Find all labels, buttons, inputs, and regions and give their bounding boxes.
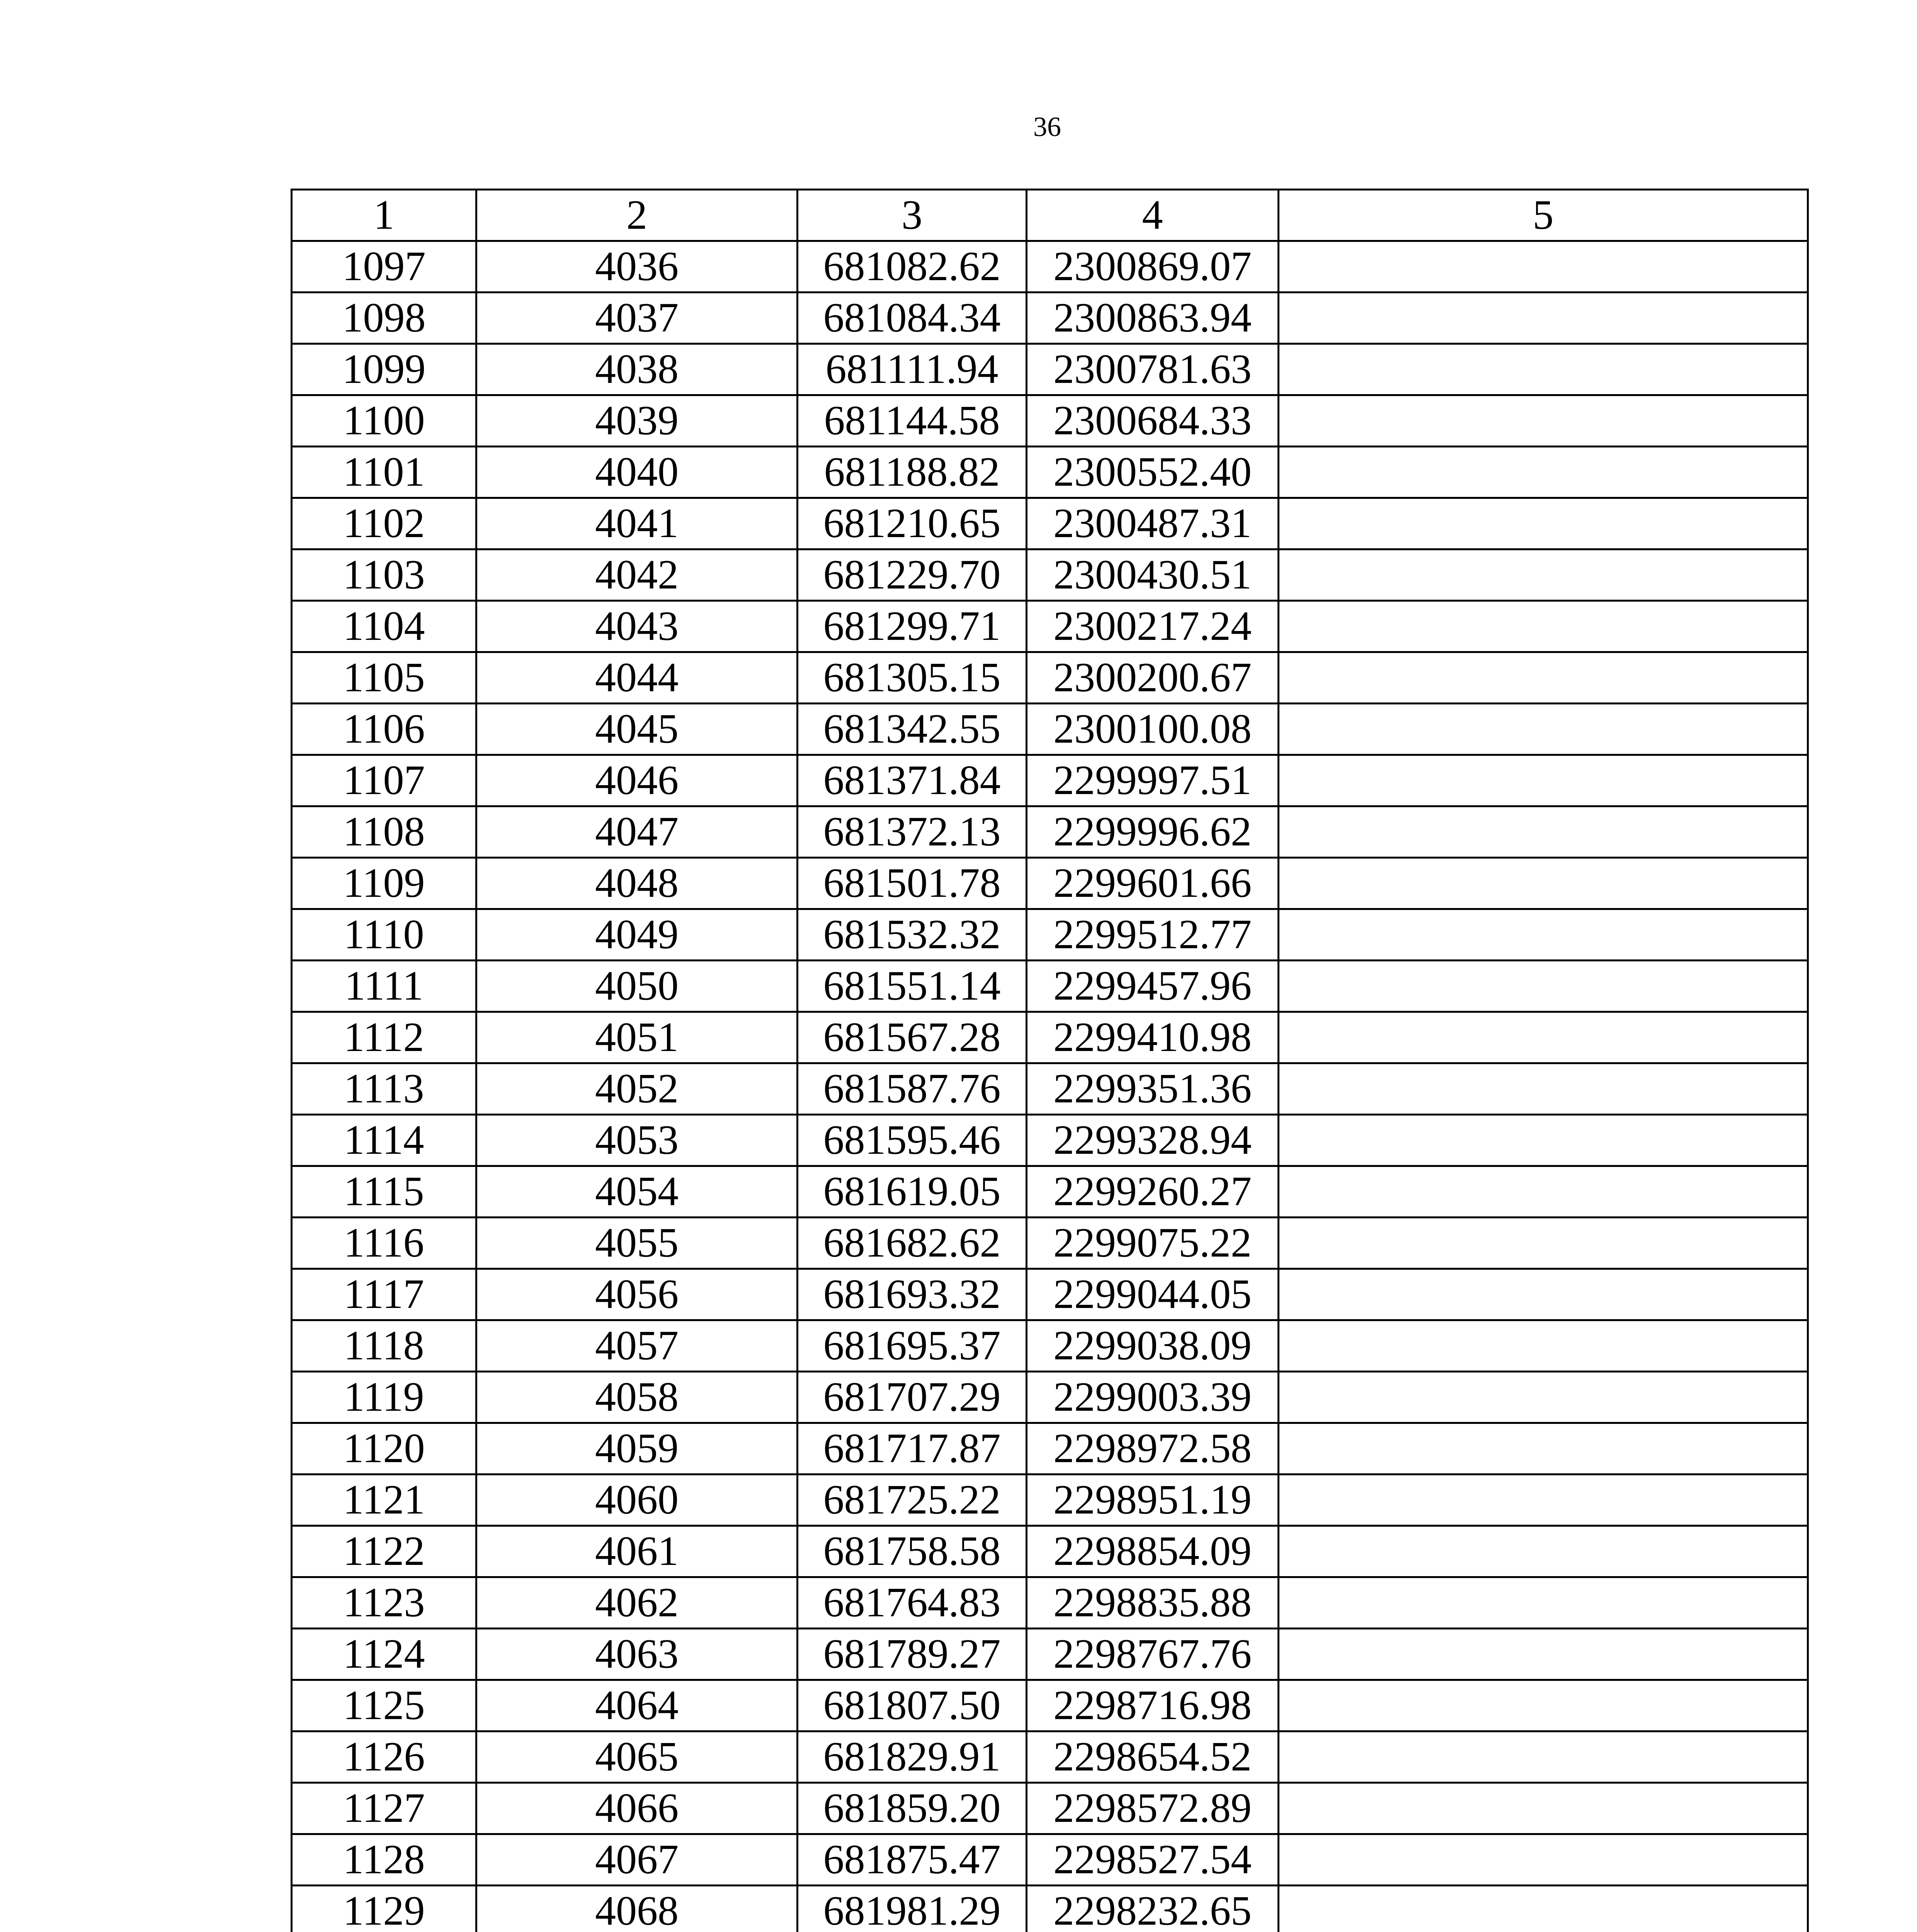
row-number-cell: 1108 bbox=[292, 806, 476, 858]
table-row bbox=[292, 1834, 1808, 1886]
row-number-cell: 1109 bbox=[292, 858, 476, 909]
x-coordinate-cell: 681725.22 bbox=[798, 1475, 1027, 1526]
note-cell bbox=[1279, 858, 1808, 909]
x-coordinate-cell: 681501.78 bbox=[798, 858, 1027, 909]
x-coordinate-cell: 681229.70 bbox=[798, 549, 1027, 601]
row-number-cell: 1113 bbox=[292, 1063, 476, 1115]
y-coordinate-cell: 2299328.94 bbox=[1027, 1115, 1279, 1166]
table-row bbox=[292, 1166, 1808, 1218]
x-coordinate-cell: 681875.47 bbox=[798, 1834, 1027, 1886]
point-number-cell: 4037 bbox=[476, 293, 798, 344]
x-coordinate-cell: 681595.46 bbox=[798, 1115, 1027, 1166]
point-number-cell: 4068 bbox=[476, 1886, 798, 1932]
y-coordinate-cell: 2298654.52 bbox=[1027, 1731, 1279, 1783]
y-coordinate-cell: 2300100.08 bbox=[1027, 704, 1279, 755]
note-cell bbox=[1279, 961, 1808, 1012]
y-coordinate-cell: 2299601.66 bbox=[1027, 858, 1279, 909]
table-row bbox=[292, 704, 1808, 755]
table-row bbox=[292, 447, 1808, 498]
note-cell bbox=[1279, 344, 1808, 395]
row-number-cell: 1114 bbox=[292, 1115, 476, 1166]
y-coordinate-cell: 2299512.77 bbox=[1027, 909, 1279, 961]
table-row bbox=[292, 806, 1808, 858]
point-number-cell: 4053 bbox=[476, 1115, 798, 1166]
x-coordinate-cell: 681807.50 bbox=[798, 1680, 1027, 1731]
table-row bbox=[292, 652, 1808, 704]
note-cell bbox=[1279, 1166, 1808, 1218]
note-cell bbox=[1279, 1372, 1808, 1423]
row-number-cell: 1110 bbox=[292, 909, 476, 961]
header-cell: 5 bbox=[1279, 190, 1808, 241]
point-number-cell: 4062 bbox=[476, 1577, 798, 1629]
x-coordinate-cell: 681789.27 bbox=[798, 1629, 1027, 1680]
x-coordinate-cell: 681299.71 bbox=[798, 601, 1027, 652]
y-coordinate-cell: 2299996.62 bbox=[1027, 806, 1279, 858]
note-cell bbox=[1279, 1680, 1808, 1731]
row-number-cell: 1127 bbox=[292, 1783, 476, 1834]
table-row bbox=[292, 549, 1808, 601]
x-coordinate-cell: 681717.87 bbox=[798, 1423, 1027, 1475]
note-cell bbox=[1279, 1063, 1808, 1115]
point-number-cell: 4041 bbox=[476, 498, 798, 549]
point-number-cell: 4055 bbox=[476, 1218, 798, 1269]
row-number-cell: 1115 bbox=[292, 1166, 476, 1218]
row-number-cell: 1102 bbox=[292, 498, 476, 549]
table-row bbox=[292, 1731, 1808, 1783]
point-number-cell: 4067 bbox=[476, 1834, 798, 1886]
y-coordinate-cell: 2299410.98 bbox=[1027, 1012, 1279, 1063]
note-cell bbox=[1279, 1475, 1808, 1526]
point-number-cell: 4066 bbox=[476, 1783, 798, 1834]
point-number-cell: 4059 bbox=[476, 1423, 798, 1475]
row-number-cell: 1124 bbox=[292, 1629, 476, 1680]
note-cell bbox=[1279, 1783, 1808, 1834]
row-number-cell: 1106 bbox=[292, 704, 476, 755]
row-number-cell: 1120 bbox=[292, 1423, 476, 1475]
x-coordinate-cell: 681859.20 bbox=[798, 1783, 1027, 1834]
row-number-cell: 1125 bbox=[292, 1680, 476, 1731]
x-coordinate-cell: 681210.65 bbox=[798, 498, 1027, 549]
row-number-cell: 1099 bbox=[292, 344, 476, 395]
x-coordinate-cell: 681695.37 bbox=[798, 1320, 1027, 1372]
table-row bbox=[292, 1783, 1808, 1834]
note-cell bbox=[1279, 1218, 1808, 1269]
x-coordinate-cell: 681981.29 bbox=[798, 1886, 1027, 1932]
coordinates-table bbox=[291, 189, 1809, 1932]
y-coordinate-cell: 2300430.51 bbox=[1027, 549, 1279, 601]
x-coordinate-cell: 681682.62 bbox=[798, 1218, 1027, 1269]
y-coordinate-cell: 2300552.40 bbox=[1027, 447, 1279, 498]
table-row bbox=[292, 1269, 1808, 1320]
y-coordinate-cell: 2298232.65 bbox=[1027, 1886, 1279, 1932]
x-coordinate-cell: 681587.76 bbox=[798, 1063, 1027, 1115]
row-number-cell: 1100 bbox=[292, 395, 476, 447]
x-coordinate-cell: 681619.05 bbox=[798, 1166, 1027, 1218]
row-number-cell: 1112 bbox=[292, 1012, 476, 1063]
table-row bbox=[292, 1475, 1808, 1526]
row-number-cell: 1111 bbox=[292, 961, 476, 1012]
table-row bbox=[292, 1012, 1808, 1063]
note-cell bbox=[1279, 1423, 1808, 1475]
point-number-cell: 4046 bbox=[476, 755, 798, 806]
table-row bbox=[292, 395, 1808, 447]
y-coordinate-cell: 2298951.19 bbox=[1027, 1475, 1279, 1526]
point-number-cell: 4038 bbox=[476, 344, 798, 395]
note-cell bbox=[1279, 1526, 1808, 1577]
note-cell bbox=[1279, 1115, 1808, 1166]
row-number-cell: 1117 bbox=[292, 1269, 476, 1320]
row-number-cell: 1129 bbox=[292, 1886, 476, 1932]
x-coordinate-cell: 681342.55 bbox=[798, 704, 1027, 755]
table-row bbox=[292, 909, 1808, 961]
row-number-cell: 1104 bbox=[292, 601, 476, 652]
note-cell bbox=[1279, 1577, 1808, 1629]
note-cell bbox=[1279, 1320, 1808, 1372]
note-cell bbox=[1279, 549, 1808, 601]
point-number-cell: 4054 bbox=[476, 1166, 798, 1218]
row-number-cell: 1126 bbox=[292, 1731, 476, 1783]
x-coordinate-cell: 681144.58 bbox=[798, 395, 1027, 447]
table-row bbox=[292, 1063, 1808, 1115]
x-coordinate-cell: 681188.82 bbox=[798, 447, 1027, 498]
y-coordinate-cell: 2300200.67 bbox=[1027, 652, 1279, 704]
note-cell bbox=[1279, 806, 1808, 858]
point-number-cell: 4039 bbox=[476, 395, 798, 447]
note-cell bbox=[1279, 241, 1808, 293]
x-coordinate-cell: 681532.32 bbox=[798, 909, 1027, 961]
y-coordinate-cell: 2299038.09 bbox=[1027, 1320, 1279, 1372]
table-row bbox=[292, 1629, 1808, 1680]
table-row bbox=[292, 293, 1808, 344]
page-number: 36 bbox=[1033, 111, 1061, 142]
point-number-cell: 4048 bbox=[476, 858, 798, 909]
x-coordinate-cell: 681084.34 bbox=[798, 293, 1027, 344]
x-coordinate-cell: 681567.28 bbox=[798, 1012, 1027, 1063]
header-cell: 2 bbox=[476, 190, 798, 241]
note-cell bbox=[1279, 1731, 1808, 1783]
point-number-cell: 4058 bbox=[476, 1372, 798, 1423]
note-cell bbox=[1279, 498, 1808, 549]
y-coordinate-cell: 2299351.36 bbox=[1027, 1063, 1279, 1115]
y-coordinate-cell: 2298767.76 bbox=[1027, 1629, 1279, 1680]
x-coordinate-cell: 681111.94 bbox=[798, 344, 1027, 395]
point-number-cell: 4036 bbox=[476, 241, 798, 293]
table-row bbox=[292, 1680, 1808, 1731]
row-number-cell: 1103 bbox=[292, 549, 476, 601]
y-coordinate-cell: 2298572.89 bbox=[1027, 1783, 1279, 1834]
x-coordinate-cell: 681829.91 bbox=[798, 1731, 1027, 1783]
point-number-cell: 4065 bbox=[476, 1731, 798, 1783]
point-number-cell: 4063 bbox=[476, 1629, 798, 1680]
row-number-cell: 1128 bbox=[292, 1834, 476, 1886]
row-number-cell: 1118 bbox=[292, 1320, 476, 1372]
table-row bbox=[292, 601, 1808, 652]
note-cell bbox=[1279, 755, 1808, 806]
table-row bbox=[292, 961, 1808, 1012]
table-row bbox=[292, 1577, 1808, 1629]
row-number-cell: 1097 bbox=[292, 241, 476, 293]
table-row bbox=[292, 755, 1808, 806]
table-row bbox=[292, 241, 1808, 293]
table-row bbox=[292, 1115, 1808, 1166]
y-coordinate-cell: 2298835.88 bbox=[1027, 1577, 1279, 1629]
y-coordinate-cell: 2298716.98 bbox=[1027, 1680, 1279, 1731]
note-cell bbox=[1279, 601, 1808, 652]
y-coordinate-cell: 2300487.31 bbox=[1027, 498, 1279, 549]
note-cell bbox=[1279, 652, 1808, 704]
point-number-cell: 4044 bbox=[476, 652, 798, 704]
x-coordinate-cell: 681707.29 bbox=[798, 1372, 1027, 1423]
point-number-cell: 4042 bbox=[476, 549, 798, 601]
point-number-cell: 4043 bbox=[476, 601, 798, 652]
point-number-cell: 4050 bbox=[476, 961, 798, 1012]
row-number-cell: 1116 bbox=[292, 1218, 476, 1269]
note-cell bbox=[1279, 447, 1808, 498]
note-cell bbox=[1279, 909, 1808, 961]
table-row bbox=[292, 1526, 1808, 1577]
y-coordinate-cell: 2299260.27 bbox=[1027, 1166, 1279, 1218]
header-cell: 4 bbox=[1027, 190, 1279, 241]
point-number-cell: 4056 bbox=[476, 1269, 798, 1320]
header-row bbox=[292, 190, 1808, 241]
note-cell bbox=[1279, 1012, 1808, 1063]
header-cell: 3 bbox=[798, 190, 1027, 241]
table-row bbox=[292, 1372, 1808, 1423]
point-number-cell: 4061 bbox=[476, 1526, 798, 1577]
row-number-cell: 1107 bbox=[292, 755, 476, 806]
y-coordinate-cell: 2300869.07 bbox=[1027, 241, 1279, 293]
y-coordinate-cell: 2298972.58 bbox=[1027, 1423, 1279, 1475]
table-row bbox=[292, 858, 1808, 909]
x-coordinate-cell: 681082.62 bbox=[798, 241, 1027, 293]
y-coordinate-cell: 2299075.22 bbox=[1027, 1218, 1279, 1269]
note-cell bbox=[1279, 293, 1808, 344]
x-coordinate-cell: 681693.32 bbox=[798, 1269, 1027, 1320]
y-coordinate-cell: 2300684.33 bbox=[1027, 395, 1279, 447]
table-row bbox=[292, 344, 1808, 395]
point-number-cell: 4051 bbox=[476, 1012, 798, 1063]
note-cell bbox=[1279, 1834, 1808, 1886]
point-number-cell: 4064 bbox=[476, 1680, 798, 1731]
note-cell bbox=[1279, 1886, 1808, 1932]
table-row bbox=[292, 1218, 1808, 1269]
point-number-cell: 4045 bbox=[476, 704, 798, 755]
x-coordinate-cell: 681551.14 bbox=[798, 961, 1027, 1012]
point-number-cell: 4060 bbox=[476, 1475, 798, 1526]
y-coordinate-cell: 2298527.54 bbox=[1027, 1834, 1279, 1886]
x-coordinate-cell: 681305.15 bbox=[798, 652, 1027, 704]
y-coordinate-cell: 2299044.05 bbox=[1027, 1269, 1279, 1320]
x-coordinate-cell: 681764.83 bbox=[798, 1577, 1027, 1629]
point-number-cell: 4057 bbox=[476, 1320, 798, 1372]
table-body bbox=[292, 190, 1808, 1932]
y-coordinate-cell: 2299003.39 bbox=[1027, 1372, 1279, 1423]
note-cell bbox=[1279, 1629, 1808, 1680]
table-row bbox=[292, 498, 1808, 549]
row-number-cell: 1123 bbox=[292, 1577, 476, 1629]
table-row bbox=[292, 1423, 1808, 1475]
x-coordinate-cell: 681372.13 bbox=[798, 806, 1027, 858]
note-cell bbox=[1279, 395, 1808, 447]
x-coordinate-cell: 681758.58 bbox=[798, 1526, 1027, 1577]
y-coordinate-cell: 2300217.24 bbox=[1027, 601, 1279, 652]
point-number-cell: 4049 bbox=[476, 909, 798, 961]
row-number-cell: 1122 bbox=[292, 1526, 476, 1577]
table-row bbox=[292, 1886, 1808, 1932]
point-number-cell: 4040 bbox=[476, 447, 798, 498]
y-coordinate-cell: 2299457.96 bbox=[1027, 961, 1279, 1012]
point-number-cell: 4052 bbox=[476, 1063, 798, 1115]
x-coordinate-cell: 681371.84 bbox=[798, 755, 1027, 806]
row-number-cell: 1101 bbox=[292, 447, 476, 498]
y-coordinate-cell: 2298854.09 bbox=[1027, 1526, 1279, 1577]
y-coordinate-cell: 2300863.94 bbox=[1027, 293, 1279, 344]
row-number-cell: 1121 bbox=[292, 1475, 476, 1526]
point-number-cell: 4047 bbox=[476, 806, 798, 858]
y-coordinate-cell: 2299997.51 bbox=[1027, 755, 1279, 806]
note-cell bbox=[1279, 1269, 1808, 1320]
row-number-cell: 1105 bbox=[292, 652, 476, 704]
table-row bbox=[292, 1320, 1808, 1372]
row-number-cell: 1098 bbox=[292, 293, 476, 344]
y-coordinate-cell: 2300781.63 bbox=[1027, 344, 1279, 395]
note-cell bbox=[1279, 704, 1808, 755]
row-number-cell: 1119 bbox=[292, 1372, 476, 1423]
header-cell: 1 bbox=[292, 190, 476, 241]
